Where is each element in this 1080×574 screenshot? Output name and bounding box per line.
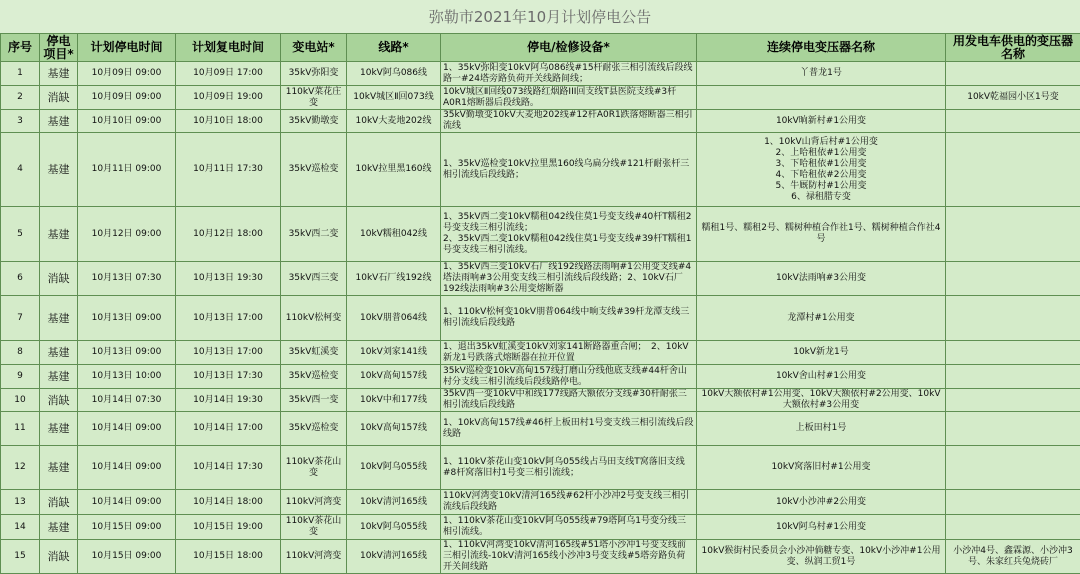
cell-no: 10 bbox=[1, 389, 40, 412]
cell-trans: 10kV窝落旧村#1公用变 bbox=[697, 446, 946, 490]
cell-line: 10kV高甸157线 bbox=[347, 365, 441, 389]
cell-start: 10月15日 09:00 bbox=[78, 515, 176, 540]
cell-type: 基建 bbox=[40, 341, 78, 365]
header-row bbox=[1, 34, 1080, 62]
cell-line: 10kV高甸157线 bbox=[347, 412, 441, 446]
cell-no: 9 bbox=[1, 365, 40, 389]
cell-start: 10月10日 09:00 bbox=[78, 110, 176, 133]
cell-station: 110kV茶花山变 bbox=[281, 515, 347, 540]
cell-trans bbox=[697, 86, 946, 110]
cell-start: 10月09日 09:00 bbox=[78, 62, 176, 86]
cell-station: 110kV河湾变 bbox=[281, 540, 347, 574]
cell-type: 基建 bbox=[40, 110, 78, 133]
cell-no: 8 bbox=[1, 341, 40, 365]
cell-end: 10月14日 19:30 bbox=[176, 389, 281, 412]
cell-line: 10kV阿乌055线 bbox=[347, 446, 441, 490]
cell-line: 10kV阿乌055线 bbox=[347, 515, 441, 540]
cell-trans: 龙潭村#1公用变 bbox=[697, 296, 946, 341]
cell-line: 10kV清河165线 bbox=[347, 490, 441, 515]
cell-type: 基建 bbox=[40, 207, 78, 262]
cell-no: 12 bbox=[1, 446, 40, 490]
cell-station: 110kV茶花山变 bbox=[281, 446, 347, 490]
cell-end: 10月11日 17:30 bbox=[176, 133, 281, 207]
cell-no: 2 bbox=[1, 86, 40, 110]
cell-gen bbox=[946, 389, 1080, 412]
cell-line: 10kV阿乌086线 bbox=[347, 62, 441, 86]
cell-station: 35kV西二变 bbox=[281, 207, 347, 262]
cell-gen bbox=[946, 207, 1080, 262]
page-title: 弥勒市2021年10月计划停电公告 bbox=[0, 0, 1080, 34]
cell-type: 基建 bbox=[40, 62, 78, 86]
cell-type: 基建 bbox=[40, 296, 78, 341]
cell-line: 10kV大麦地202线 bbox=[347, 110, 441, 133]
cell-station: 35kV勤墩变 bbox=[281, 110, 347, 133]
header-end: 计划复电时间 bbox=[176, 34, 281, 62]
cell-end: 10月09日 19:00 bbox=[176, 86, 281, 110]
cell-equip: 1、110kV河湾变10kV清河165线#51塔小沙冲1号变支线前三相引流线-10kV清河165线小沙冲3号变支线#5塔旁路负荷开关间线路 bbox=[441, 540, 697, 574]
cell-type: 消缺 bbox=[40, 490, 78, 515]
cell-start: 10月14日 09:00 bbox=[78, 446, 176, 490]
cell-trans: 10kV阿乌村#1公用变 bbox=[697, 515, 946, 540]
cell-station: 110kV松柯变 bbox=[281, 296, 347, 341]
cell-equip: 10kV城区Ⅱ回线073线路红烟路III回支线T县医院支线#3杆A0R1熔断器后段线路。 bbox=[441, 86, 697, 110]
header-type: 停电项目* bbox=[40, 34, 78, 62]
cell-no: 1 bbox=[1, 62, 40, 86]
cell-station: 35kV弥阳变 bbox=[281, 62, 347, 86]
cell-end: 10月12日 18:00 bbox=[176, 207, 281, 262]
cell-type: 基建 bbox=[40, 446, 78, 490]
cell-start: 10月13日 09:00 bbox=[78, 341, 176, 365]
table-row bbox=[1, 207, 1080, 262]
cell-equip: 35kV西一变10kV中和线177线路大额依分支线#30杆耐张三相引流线后段线路 bbox=[441, 389, 697, 412]
cell-start: 10月09日 09:00 bbox=[78, 86, 176, 110]
cell-gen bbox=[946, 365, 1080, 389]
cell-gen bbox=[946, 62, 1080, 86]
cell-type: 基建 bbox=[40, 365, 78, 389]
cell-line: 10kV石厂线192线 bbox=[347, 262, 441, 296]
cell-no: 14 bbox=[1, 515, 40, 540]
cell-end: 10月13日 19:30 bbox=[176, 262, 281, 296]
cell-end: 10月13日 17:00 bbox=[176, 296, 281, 341]
header-trans: 连续停电变压器名称 bbox=[697, 34, 946, 62]
cell-type: 消缺 bbox=[40, 86, 78, 110]
cell-equip: 1、10kV高甸157线#46杆上板田村1号变支线三相引流线后段线路 bbox=[441, 412, 697, 446]
header-equip: 停电/检修设备* bbox=[441, 34, 697, 62]
cell-trans: 10kV猴街村民委员会小沙冲倘糖专变、10kV小沙冲#1公用变、纵润工贸1号 bbox=[697, 540, 946, 574]
cell-equip: 1、退出35kV虹溪变10kV刘家141断路器重合闸； 2、10kV新龙1号跌落式熔断器在拉开位置 bbox=[441, 341, 697, 365]
cell-start: 10月11日 09:00 bbox=[78, 133, 176, 207]
cell-end: 10月15日 18:00 bbox=[176, 540, 281, 574]
cell-gen bbox=[946, 515, 1080, 540]
cell-start: 10月13日 09:00 bbox=[78, 296, 176, 341]
cell-type: 消缺 bbox=[40, 389, 78, 412]
cell-end: 10月09日 17:00 bbox=[176, 62, 281, 86]
cell-equip: 35kV勤墩变10kV大麦地202线#12杆A0R1跌落熔断器三相引流线 bbox=[441, 110, 697, 133]
cell-line: 10kV刘家141线 bbox=[347, 341, 441, 365]
cell-end: 10月13日 17:30 bbox=[176, 365, 281, 389]
cell-type: 基建 bbox=[40, 133, 78, 207]
cell-end: 10月10日 18:00 bbox=[176, 110, 281, 133]
cell-equip: 1、35kV西三变10kV石厂线192线路法雨响#1公用变支线#4塔法雨响#3公用变支线三相引流线后段线路；2、10kV石厂192线法雨响#3公用变熔断器 bbox=[441, 262, 697, 296]
cell-equip: 1、110kV茶花山变10kV阿乌055线占马田支线T窝落旧支线#8杆窝落旧村1号变三相引流线； bbox=[441, 446, 697, 490]
cell-station: 35kV西一变 bbox=[281, 389, 347, 412]
cell-station: 35kV巡检变 bbox=[281, 133, 347, 207]
cell-gen bbox=[946, 110, 1080, 133]
table-row bbox=[1, 262, 1080, 296]
header-station: 变电站* bbox=[281, 34, 347, 62]
cell-equip: 110kV河湾变10kV清河165线#62杆小沙冲2号变支线三相引流线后段线路 bbox=[441, 490, 697, 515]
cell-station: 35kV西三变 bbox=[281, 262, 347, 296]
table-row bbox=[1, 296, 1080, 341]
cell-equip: 1、35kV弥阳变10kV阿乌086线#15杆耐张三相引流线后段线路一#24塔旁路负荷开关线路间线； bbox=[441, 62, 697, 86]
cell-line: 10kV朋普064线 bbox=[347, 296, 441, 341]
cell-start: 10月13日 10:00 bbox=[78, 365, 176, 389]
cell-no: 15 bbox=[1, 540, 40, 574]
cell-trans: 10kV新龙1号 bbox=[697, 341, 946, 365]
table-row bbox=[1, 540, 1080, 574]
cell-station: 35kV巡检变 bbox=[281, 412, 347, 446]
table-row bbox=[1, 412, 1080, 446]
cell-end: 10月14日 17:30 bbox=[176, 446, 281, 490]
table-row bbox=[1, 110, 1080, 133]
cell-trans: 10kV大额依村#1公用变、10kV大额依村#2公用变、10kV大额依村#3公用变 bbox=[697, 389, 946, 412]
cell-gen: 小沙冲4号、鑫霖源、小沙冲3号、朱家红兵兔烧砖厂 bbox=[946, 540, 1080, 574]
header-gen: 用发电车供电的变压器名称 bbox=[946, 34, 1080, 62]
table-row bbox=[1, 62, 1080, 86]
cell-equip: 1、35kV西二变10kV糯租042线住莫1号变支线#40杆T糯租2号变支线三相引流线； 2、35kV西二变10kV糯租042线住莫1号变支线#39杆T糯租1号变支线三相引流线。 bbox=[441, 207, 697, 262]
cell-equip: 1、35kV巡检变10kV拉里黑160线乌扁分线#121杆耐张杆三相引流线后段线路； bbox=[441, 133, 697, 207]
table-row bbox=[1, 446, 1080, 490]
cell-type: 消缺 bbox=[40, 262, 78, 296]
cell-type: 基建 bbox=[40, 515, 78, 540]
cell-line: 10kV中和177线 bbox=[347, 389, 441, 412]
cell-trans: 丫普龙1号 bbox=[697, 62, 946, 86]
cell-type: 基建 bbox=[40, 412, 78, 446]
cell-station: 35kV虹溪变 bbox=[281, 341, 347, 365]
cell-line: 10kV清河165线 bbox=[347, 540, 441, 574]
cell-no: 11 bbox=[1, 412, 40, 446]
cell-end: 10月14日 17:00 bbox=[176, 412, 281, 446]
cell-start: 10月14日 07:30 bbox=[78, 389, 176, 412]
header-line: 线路* bbox=[347, 34, 441, 62]
outage-table bbox=[0, 33, 1080, 574]
cell-end: 10月13日 17:00 bbox=[176, 341, 281, 365]
cell-start: 10月15日 09:00 bbox=[78, 540, 176, 574]
cell-start: 10月12日 09:00 bbox=[78, 207, 176, 262]
cell-trans: 10kV舍山村#1公用变 bbox=[697, 365, 946, 389]
cell-no: 5 bbox=[1, 207, 40, 262]
cell-equip: 1、110kV茶花山变10kV阿乌055线#79塔阿乌1号变分线三相引流线。 bbox=[441, 515, 697, 540]
table-row bbox=[1, 515, 1080, 540]
cell-line: 10kV拉里黑160线 bbox=[347, 133, 441, 207]
cell-start: 10月14日 09:00 bbox=[78, 490, 176, 515]
cell-station: 110kV河湾变 bbox=[281, 490, 347, 515]
cell-gen bbox=[946, 412, 1080, 446]
cell-trans: 1、10kV山背后村#1公用变 2、上哈租依#1公用变 3、下哈租依#1公用变 4、下哈租依#2公用变 5、牛厩防村#1公用变 6、禄租腊专变 bbox=[697, 133, 946, 207]
cell-equip: 35kV巡检变10kV高甸157线打磨山分线他底支线#44杆舍山村分支线三相引流线后段线路停电。 bbox=[441, 365, 697, 389]
cell-station: 110kV菜花庄变 bbox=[281, 86, 347, 110]
cell-gen bbox=[946, 296, 1080, 341]
cell-trans: 10kV小沙冲#2公用变 bbox=[697, 490, 946, 515]
cell-line: 10kV糯租042线 bbox=[347, 207, 441, 262]
cell-type: 消缺 bbox=[40, 540, 78, 574]
cell-trans: 上板田村1号 bbox=[697, 412, 946, 446]
cell-no: 7 bbox=[1, 296, 40, 341]
cell-no: 3 bbox=[1, 110, 40, 133]
cell-line: 10kV城区Ⅱ回073线 bbox=[347, 86, 441, 110]
cell-trans: 10kV晌新村#1公用变 bbox=[697, 110, 946, 133]
cell-end: 10月15日 19:00 bbox=[176, 515, 281, 540]
cell-gen bbox=[946, 262, 1080, 296]
cell-trans: 10kV法雨响#3公用变 bbox=[697, 262, 946, 296]
table-row bbox=[1, 365, 1080, 389]
header-start: 计划停电时间 bbox=[78, 34, 176, 62]
table-row bbox=[1, 341, 1080, 365]
table-row bbox=[1, 133, 1080, 207]
cell-gen bbox=[946, 133, 1080, 207]
cell-trans: 糯租1号、糯租2号、糯树种植合作社1号、糯树种植合作社4号 bbox=[697, 207, 946, 262]
cell-gen bbox=[946, 446, 1080, 490]
cell-station: 35kV巡检变 bbox=[281, 365, 347, 389]
table-row bbox=[1, 86, 1080, 110]
cell-start: 10月13日 07:30 bbox=[78, 262, 176, 296]
cell-equip: 1、110kV松柯变10kV朋普064线中晌支线#39杆龙潭支线三相引流线后段线路 bbox=[441, 296, 697, 341]
cell-gen bbox=[946, 341, 1080, 365]
cell-gen bbox=[946, 490, 1080, 515]
cell-no: 6 bbox=[1, 262, 40, 296]
cell-no: 13 bbox=[1, 490, 40, 515]
cell-end: 10月14日 18:00 bbox=[176, 490, 281, 515]
table-row bbox=[1, 389, 1080, 412]
cell-start: 10月14日 09:00 bbox=[78, 412, 176, 446]
header-no: 序号 bbox=[1, 34, 40, 62]
cell-no: 4 bbox=[1, 133, 40, 207]
table-row bbox=[1, 490, 1080, 515]
cell-gen: 10kV乾福园小区1号变 bbox=[946, 86, 1080, 110]
